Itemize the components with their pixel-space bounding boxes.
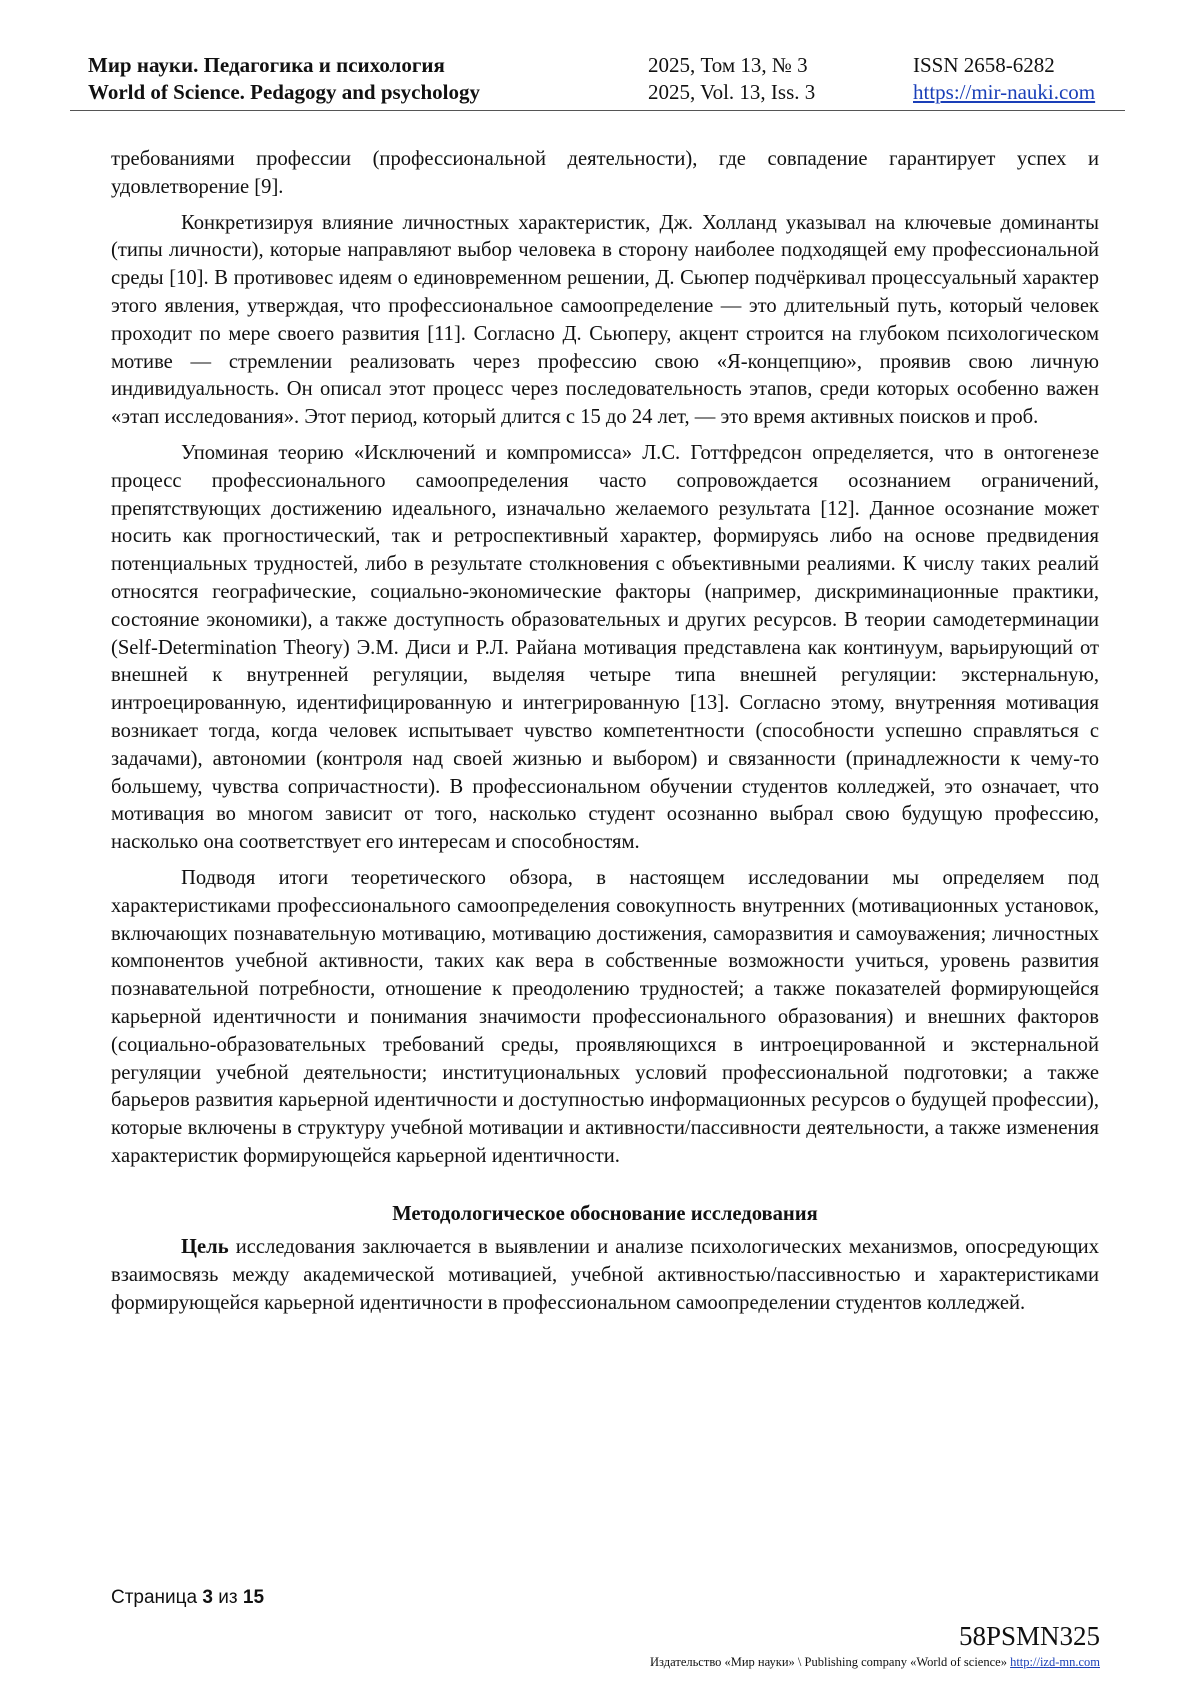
publisher-link[interactable]: http://izd-mn.com	[1010, 1655, 1100, 1669]
issn: ISSN 2658-6282	[913, 53, 1055, 77]
publisher-text: Издательство «Мир науки» \ Publishing company «World of science»	[650, 1655, 1011, 1669]
issue-block	[648, 52, 815, 106]
goal-text: исследования заключается в выявлении и анализе психологических механизмов, опосредующих взаимосвязь между академической мотивацией, учебной активностью/пассивностью и характеристиками формирующейся карьерной идентичности в профессиональном самоопределении студентов колледжей.	[111, 1236, 1099, 1315]
article-body	[111, 146, 1099, 1326]
paragraph-3: Упоминая теорию «Исключений и компромисса» Л.С. Готтфредсон определяется, что в онтогенезе процесс профессионального самоопределения часто сопровождается осознанием ограничений, препятствующих достижению идеального, изначально желаемого результата [12]. Данное осознание может носить как прогностический, так и ретроспективный характер, формируясь либо на основе предвидения потенциальных трудностей, либо в результате столкновения с объективными реалиями. К числу таких реалий относятся географические, социально-экономические факторы (например, дискриминационные практики, состояние экономики), а также доступность образовательных и других ресурсов. В теории самодетерминации (Self-Determination Theory) Э.М. Диси и Р.Л. Райана мотивация представлена как континуум, варьирующий от внешней к внутренней регуляции, выделяя четыре типа внешней регуляции: экстернальную, интроецированную, идентифицированную и интегрированную [13]. Согласно этому, внутренняя мотивация возникает тогда, когда человек испытывает чувство компетентности (способности успешно справляться с задачами), автономии (контроля над своей жизнью и выбором) и связанности (принадлежности к чему-то большему, чувства сопричастности). В профессиональном обучении студентов колледжей, это означает, что мотивация во многом зависит от того, насколько студент осознанно выбрал свою будущую профессию, насколько она соответствует его интересам и способностям.	[111, 441, 1099, 854]
page-of: из	[212, 1587, 243, 1608]
journal-title-block	[88, 52, 480, 106]
website-link[interactable]: https://mir-nauki.com	[913, 80, 1096, 104]
journal-header	[70, 50, 1125, 111]
paragraph-4: Подводя итоги теоретического обзора, в настоящем исследовании мы определяем под характеристиками профессионального самоопределения совокупность внутренних (мотивационных установок, включающих познавательную мотивацию, мотивацию достижения, саморазвития и самоуважения; личностных компонентов учебной активности, таких как вера в собственные возможности учиться, уровень развития познавательной потребности, отношение к преодолению трудностей; а также показателей формирующейся карьерной идентичности и понимания значимости профессионального образования) и внешних факторов (социально-образовательных требований среды, проявляющихся в интроецированной и экстернальной регуляции учебной деятельности; институциональных условий профессиональной подготовки; а также барьеров развития карьерной идентичности и доступностью информационных ресурсов о будущей профессии), которые включены в структуру учебной мотивации и активности/пассивности деятельности, а также изменения характеристик формирующейся карьерной идентичности.	[111, 866, 1099, 1167]
article-code: 58PSMN325	[958, 1621, 1100, 1651]
section-heading: Методологическое обоснование исследования	[392, 1202, 818, 1225]
publisher-line	[650, 1655, 1100, 1670]
journal-title-ru: Мир науки. Педагогика и психология	[88, 53, 445, 77]
page-current: 3	[202, 1587, 213, 1608]
goal-paragraph	[111, 1234, 1099, 1317]
page-word: Страница	[111, 1587, 203, 1608]
issue-ru: 2025, Том 13, № 3	[648, 53, 808, 77]
goal-term: Цель	[181, 1236, 229, 1259]
issue-en: 2025, Vol. 13, Iss. 3	[648, 80, 816, 104]
journal-title-en: World of Science. Pedagogy and psychology	[88, 80, 481, 104]
page-total: 15	[242, 1587, 265, 1608]
paragraph-2: Конкретизируя влияние личностных характеристик, Дж. Холланд указывал на ключевые доминанты (типы личности), которые направляют выбор человека в сторону наиболее подходящей ему профессиональной среды [10]. В противовес идеям о единовременном решении, Д. Сьюпер подчёркивал процессуальный характер этого явления, утверждая, что профессиональное самоопределение — это длительный путь, который человек проходит по мере своего развития [11]. Согласно Д. Сьюперу, акцент строится на глубоком психологическом мотиве — стремлении реализовать через профессию свою «Я-концепцию», проявив свою личную индивидуальность. Он описал этот процесс через последовательность этапов, среди которых особенно важен «этап исследования». Этот период, который длится с 15 до 24 лет, — это время активных поисков и проб.	[111, 211, 1099, 429]
page-number	[111, 1587, 264, 1609]
issn-block	[913, 52, 1095, 106]
paragraph-1: требованиями профессии (профессиональной деятельности), где совпадение гарантирует успех и удовлетворение [9].	[111, 148, 1099, 198]
